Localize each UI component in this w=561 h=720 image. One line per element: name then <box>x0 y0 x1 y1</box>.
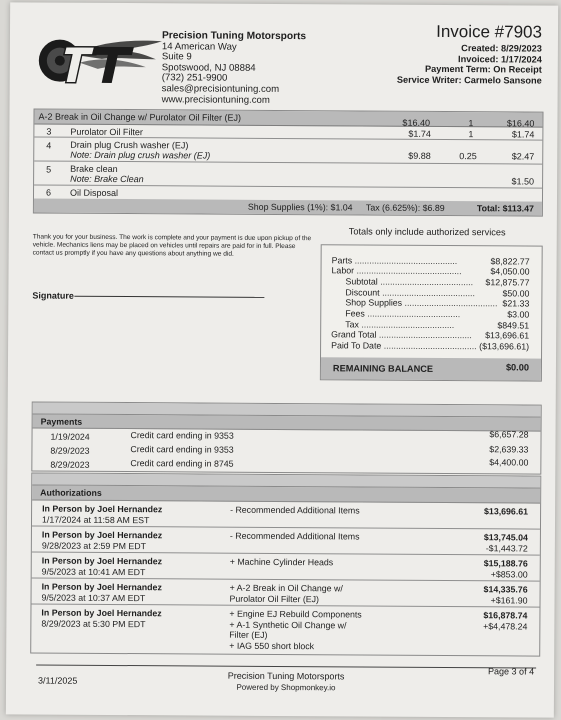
auth-when: 9/5/2023 at 10:37 AM EDT <box>41 592 146 603</box>
row-num: 3 <box>46 126 52 137</box>
tax: Tax (6.625%): $6.89 <box>365 202 445 213</box>
row-num: 4 <box>46 140 52 151</box>
auth-desc <box>230 583 343 605</box>
totals-caption: Totals only include authorized services <box>348 226 506 238</box>
payment-amount: $2,639.33 <box>489 444 529 455</box>
row-note: Note: Drain plug crush washer (EJ) <box>70 149 211 161</box>
company-info <box>162 31 307 106</box>
auth-when: 8/29/2023 at 5:30 PM EDT <box>41 618 146 629</box>
header-desc: A-2 Break in Oil Change w/ Purolator Oil Filter (EJ) <box>38 111 242 123</box>
company-logo <box>36 32 164 85</box>
payment-method: Credit card ending in 9353 <box>130 444 234 455</box>
line-items-table <box>33 108 544 216</box>
auth-desc-line: Filter (EJ) <box>229 629 268 640</box>
company-address-2: Suite 9 <box>161 51 192 63</box>
auth-when: 1/17/2024 at 11:58 AM EST <box>41 514 150 525</box>
auth-by: In Person by Joel Hernandez <box>41 607 162 619</box>
row-qty: 0.25 <box>459 151 477 162</box>
payment-date: 8/29/2023 <box>50 459 90 470</box>
signature-line <box>74 296 264 298</box>
totals-value: $4,050.00 <box>490 266 530 277</box>
auth-amounts <box>484 506 528 517</box>
auth-by: In Person by Joel Hernandez <box>41 555 163 567</box>
row-desc: Drain plug Crush washer (EJ) <box>70 139 189 151</box>
company-name: Precision Tuning Motorsports <box>161 30 307 43</box>
totals-value: ($13,696.61) <box>479 341 530 352</box>
payment-method: Credit card ending in 9353 <box>130 430 234 441</box>
company-city: Spotswood, NJ 08884 <box>161 62 256 74</box>
auth-desc <box>230 531 360 542</box>
remaining-value: $0.00 <box>505 362 529 373</box>
table-row <box>34 161 542 188</box>
authorizations-title: Authorizations <box>40 487 102 498</box>
company-phone: (732) 251-9900 <box>161 72 228 85</box>
auth-desc <box>229 609 362 652</box>
auth-amounts <box>483 610 527 631</box>
auth-desc-line: + Machine Cylinder Heads <box>229 556 334 568</box>
auth-desc-line: - Recommended Additional Items <box>229 530 360 542</box>
payment-amount: $4,400.00 <box>489 457 529 468</box>
auth-desc-line: Purolator Oil Filter (EJ) <box>229 593 320 604</box>
auth-who <box>41 608 161 630</box>
company-website: www.precisiontuning.com <box>161 93 270 106</box>
remaining-label: REMAINING BALANCE <box>332 363 434 374</box>
totals-value: $3.00 <box>507 309 530 320</box>
payment-amount: $6,657.28 <box>489 429 529 440</box>
auth-by: In Person by Joel Hernandez <box>41 581 162 593</box>
signature-label: Signature <box>32 290 74 301</box>
table-row <box>32 526 540 555</box>
auth-desc <box>230 557 333 568</box>
line-items-footer <box>34 198 542 215</box>
auth-amount: $13,745.04 <box>483 532 528 543</box>
auth-desc-line: + IAG 550 short block <box>229 640 315 651</box>
shop-supplies: Shop Supplies (1%): $1.04 <box>247 201 353 213</box>
row-qty: 1 <box>468 129 474 140</box>
footer-powered: Powered by Shopmonkey.io <box>236 682 336 693</box>
remaining-balance <box>321 357 541 380</box>
invoice-page <box>6 2 558 717</box>
totals-label: Grand Total ...................................... <box>331 329 472 341</box>
row-price: $9.88 <box>408 150 431 161</box>
auth-by: In Person by Joel Hernandez <box>41 529 163 541</box>
payment-date: 8/29/2023 <box>50 445 90 456</box>
auth-delta: +$853.00 <box>490 568 528 580</box>
row-num: 5 <box>46 164 52 175</box>
row-num: 6 <box>45 187 52 198</box>
totals-label: Paid To Date ...................................... <box>331 340 477 352</box>
totals-value: $849.51 <box>497 320 530 331</box>
auth-amounts <box>483 584 527 605</box>
row-desc: Purolator Oil Filter <box>70 126 143 138</box>
totals-label: Parts .......................................... <box>331 255 458 267</box>
invoice-title: Invoice #7903 <box>436 21 543 42</box>
auth-desc-line: - Recommended Additional Items <box>230 504 360 516</box>
invoice-info <box>397 21 542 86</box>
invoice-created: Created: 8/29/2023 <box>461 43 542 54</box>
payments-title: Payments <box>40 416 83 427</box>
payment-date: 1/19/2024 <box>50 431 90 442</box>
row-price: $1.74 <box>408 128 431 139</box>
table-row <box>32 456 540 473</box>
table-row <box>34 137 542 164</box>
totals-row <box>321 340 541 352</box>
company-email: sales@precisiontuning.com <box>161 83 280 95</box>
auth-who <box>42 504 162 526</box>
auth-amount: $15,188.76 <box>483 558 528 569</box>
row-note: Note: Brake Clean <box>70 173 144 185</box>
totals-label: Shop Supplies ...................................... <box>345 297 498 309</box>
table-row <box>32 578 540 607</box>
totals-value: $13,696.61 <box>485 330 530 341</box>
header-qty: 1 <box>468 118 474 129</box>
auth-by: In Person by Joel Hernandez <box>42 503 163 515</box>
totals-label: Tax ...................................... <box>345 319 455 331</box>
auth-amounts <box>484 532 528 553</box>
auth-who <box>42 556 162 578</box>
auth-who <box>42 530 162 552</box>
auth-when: 9/5/2023 at 10:41 AM EDT <box>41 566 146 577</box>
auth-desc-line: + A-2 Break in Oil Change w/ <box>229 582 343 594</box>
authorizations-table <box>30 472 541 656</box>
totals-label: Subtotal ...................................... <box>345 276 474 288</box>
invoice-payment-term: Payment Term: On Receipt <box>424 64 542 75</box>
totals-label: Labor ........................................... <box>331 265 462 277</box>
invoice-service-writer: Service Writer: Carmelo Sansone <box>396 74 542 86</box>
header-total: $16.40 <box>506 118 535 129</box>
auth-desc <box>230 505 360 516</box>
auth-amounts <box>484 558 528 579</box>
totals-value: $8,822.77 <box>490 256 530 267</box>
items-total: Total: $113.47 <box>476 203 534 214</box>
row-total: $1.50 <box>511 176 535 187</box>
totals-label: Discount ...................................... <box>345 287 476 299</box>
auth-amount: $16,878.74 <box>483 610 528 621</box>
auth-delta: +$161.90 <box>490 594 528 606</box>
footer-divider <box>36 665 536 669</box>
thank-you-note: Thank you for your business. The work is complete and your payment is due upon pickup of the vehicle. Mechanics liens may be placed on vehicles until repairs are paid for in full. Please contact us promptly if you have any questions about anything we did. <box>32 233 312 258</box>
company-address-1: 14 American Way <box>161 40 237 53</box>
auth-delta: -$1,443.72 <box>485 542 528 554</box>
header-price: $16.40 <box>402 117 431 128</box>
totals-value: $50.00 <box>502 288 530 299</box>
auth-who <box>42 582 162 604</box>
totals-label: Fees ...................................... <box>345 308 461 320</box>
auth-desc-line: + Engine EJ Rebuild Components <box>229 608 362 620</box>
payments-table <box>31 401 541 474</box>
footer-company: Precision Tuning Motorsports <box>227 670 345 682</box>
footer-branding <box>206 671 366 694</box>
auth-desc-line: + A-1 Synthetic Oil Change w/ <box>229 619 347 630</box>
totals-value: $21.33 <box>502 298 530 309</box>
table-row <box>32 552 540 581</box>
auth-amount: $14,335.76 <box>483 584 528 595</box>
row-total: $1.74 <box>511 129 535 140</box>
payment-method: Credit card ending in 8745 <box>130 458 234 469</box>
row-desc: Brake clean <box>70 163 118 174</box>
auth-delta: +$4,478.24 <box>483 620 528 632</box>
row-desc: Oil Disposal <box>69 187 119 198</box>
totals-box <box>320 244 543 381</box>
auth-when: 9/28/2023 at 2:59 PM EDT <box>41 540 147 551</box>
table-row <box>31 604 539 655</box>
invoice-invoiced: Invoiced: 1/17/2024 <box>458 53 542 65</box>
row-total: $2.47 <box>511 151 535 162</box>
auth-amount: $13,696.61 <box>484 506 529 517</box>
table-row <box>32 500 540 529</box>
footer-date: 3/11/2025 <box>38 675 78 686</box>
page-number: Page 3 of 4 <box>488 666 535 677</box>
totals-value: $12,875.77 <box>485 277 530 288</box>
